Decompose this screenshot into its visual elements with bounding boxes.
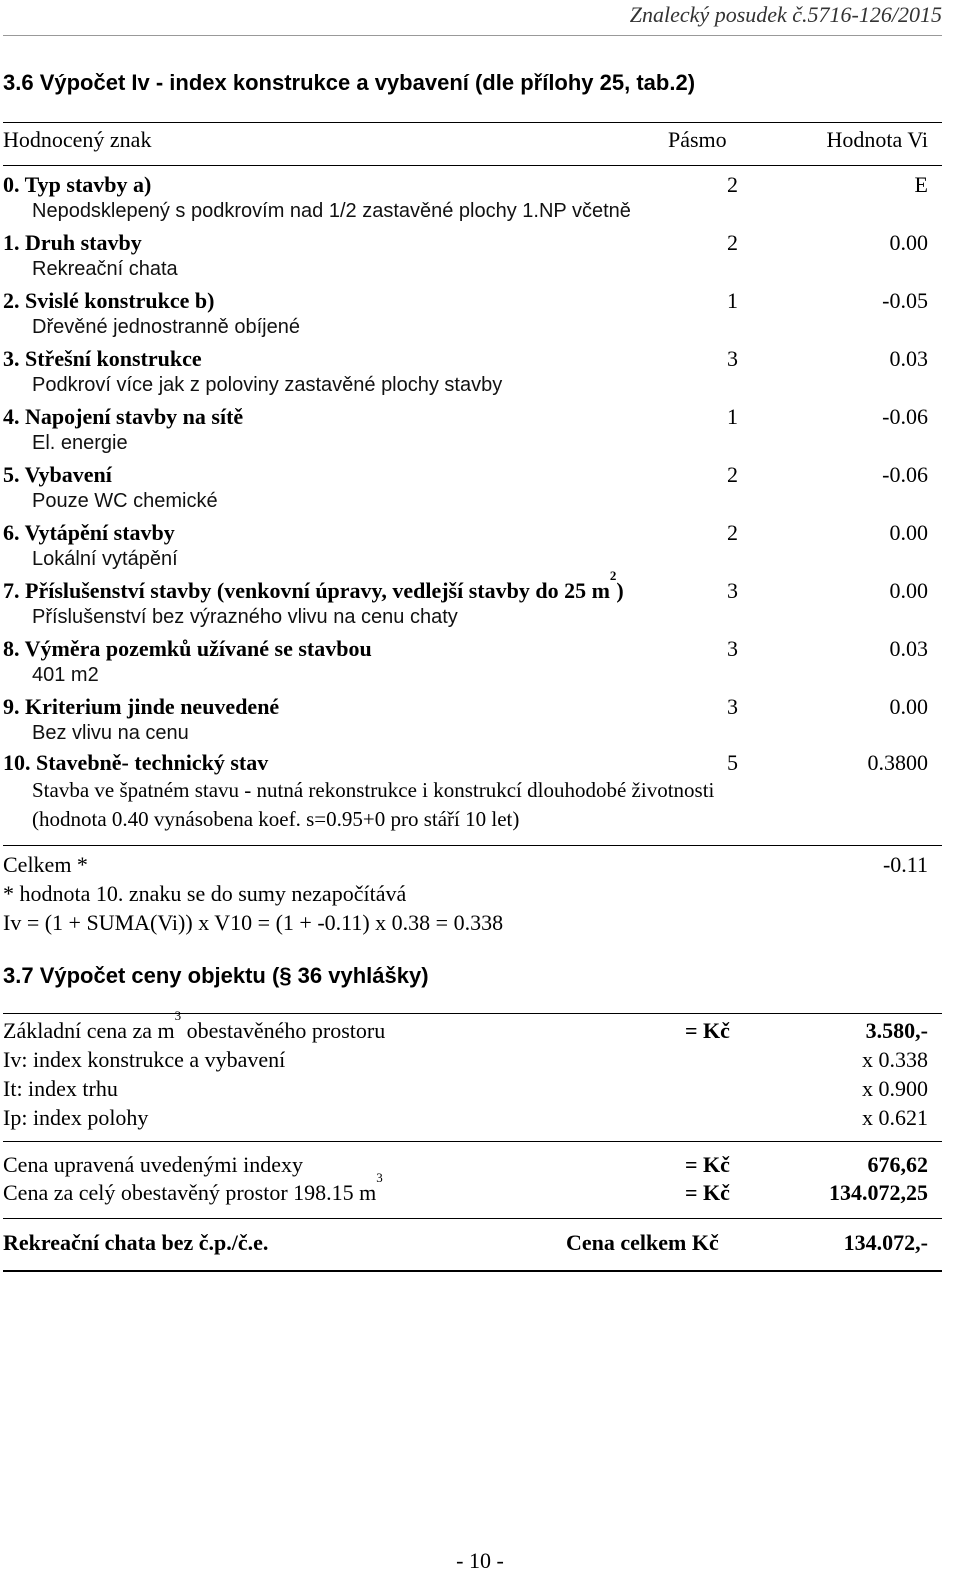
criterion-name xyxy=(3,172,151,198)
section-3-7-title-text: 3.7 Výpočet ceny objektu ( xyxy=(3,963,280,988)
criterion-band: 2 xyxy=(727,172,738,197)
index-label: Ip: index polohy xyxy=(3,1105,149,1130)
criterion-value: E xyxy=(914,172,928,197)
header-divider xyxy=(3,35,942,36)
column-header-znak: Hodnocený znak xyxy=(3,127,152,152)
index-value: x 0.900 xyxy=(862,1076,928,1101)
criterion-band: 2 xyxy=(727,462,738,487)
criterion-description: Pouze WC chemické xyxy=(32,490,218,512)
criterion-band: 3 xyxy=(727,694,738,719)
criterion-value: -0.06 xyxy=(882,462,928,487)
criterion-name xyxy=(3,230,142,256)
criterion-band: 1 xyxy=(727,288,738,313)
section-3-6-title: 3.6 Výpočet Iv - index konstrukce a vybavení (dle přílohy 25, tab.2) xyxy=(3,70,696,95)
criterion-value: -0.05 xyxy=(882,288,928,313)
criterion-name-text: 5. Vybavení xyxy=(3,462,112,487)
index-value: x 0.621 xyxy=(862,1105,928,1130)
criterion-band: 3 xyxy=(727,346,738,371)
criterion-band: 5 xyxy=(727,750,738,775)
column-header-pasmo: Pásmo xyxy=(668,127,727,152)
iv-formula: Iv = (1 + SUMA(Vi)) x V10 = (1 + -0.11) x 0.38 = 0.338 xyxy=(3,910,504,935)
criterion-name xyxy=(3,694,279,720)
criterion-name-text: 8. Výměra pozemků užívané se stavbou xyxy=(3,636,372,661)
page-number: - 10 - xyxy=(456,1548,504,1573)
whole-price-operator: = Kč xyxy=(685,1180,730,1205)
criterion-name-text: 4. Napojení stavby na sítě xyxy=(3,404,244,429)
criterion-value: 0.00 xyxy=(889,230,928,255)
criterion-value: 0.00 xyxy=(889,520,928,545)
base-price-label xyxy=(3,1008,386,1044)
doc-reference: Znalecký posudek č.5716-126/2015 xyxy=(629,2,942,27)
criterion-description: Nepodsklepený s podkrovím nad 1/2 zastavěné plochy 1.NP včetně xyxy=(32,200,631,222)
criterion-name xyxy=(3,288,214,314)
adjusted-price-operator: = Kč xyxy=(685,1152,730,1177)
final-bottom-rule xyxy=(3,1270,942,1272)
criterion-band: 2 xyxy=(727,520,738,545)
criterion-name-text: 2. Svislé konstrukce b) xyxy=(3,288,215,313)
criterion-name xyxy=(3,404,243,430)
adjusted-price-label: Cena upravená uvedenými indexy xyxy=(3,1152,303,1177)
base-price-value: 3.580,- xyxy=(865,1018,928,1043)
base-price-exponent: 3 xyxy=(174,1008,182,1023)
index-label: It: index trhu xyxy=(3,1076,118,1101)
criterion-name-text: 7. Příslušenství stavby (venkovní úpravy, vedlejší stavby do 25 m xyxy=(3,578,610,603)
criterion-band: 3 xyxy=(727,578,738,603)
criterion-value: 0.3800 xyxy=(867,750,928,775)
index-value: x 0.338 xyxy=(862,1047,928,1072)
criterion-name-text: 3. Střešní konstrukce xyxy=(3,346,202,371)
whole-price-exponent: 3 xyxy=(376,1170,383,1185)
criterion-description: 401 m2 xyxy=(32,664,99,686)
paragraph-symbol: § xyxy=(279,963,292,988)
criterion-value: 0.00 xyxy=(889,694,928,719)
criterion-band: 2 xyxy=(727,230,738,255)
calc-top-rule xyxy=(3,1013,942,1014)
criterion-description: Podkroví více jak z poloviny zastavěné plochy stavby xyxy=(32,374,503,396)
criterion-description-detail: (hodnota 0.40 vynásobena koef. s=0.95+0 pro stáří 10 let) xyxy=(32,807,520,831)
criterion-description: Dřevěné jednostranně obíjené xyxy=(32,316,300,338)
criterion-description: Příslušenství bez výrazného vlivu na cenu chaty xyxy=(32,606,458,628)
header-bottom-rule xyxy=(3,165,942,166)
criterion-name xyxy=(3,462,112,488)
criterion-name-text: 9. Kriterium jinde neuvedené xyxy=(3,694,280,719)
criterion-description: Bez vlivu na cenu xyxy=(32,722,189,744)
whole-price-value: 134.072,25 xyxy=(829,1180,928,1205)
adjusted-top-rule xyxy=(3,1141,942,1142)
criterion-value: 0.03 xyxy=(889,346,928,371)
adjusted-price-value: 676,62 xyxy=(867,1152,928,1177)
total-value: -0.11 xyxy=(882,852,928,877)
criterion-name-exponent: 2 xyxy=(609,568,617,583)
criterion-name xyxy=(3,346,202,372)
criterion-name-text: 1. Druh stavby xyxy=(3,230,142,255)
criterion-value: -0.06 xyxy=(882,404,928,429)
section-3-7-title-tail: 36 vyhlášky) xyxy=(291,963,429,988)
total-label: Celkem * xyxy=(3,852,88,877)
criterion-name xyxy=(3,636,372,662)
criterion-description: Rekreační chata xyxy=(32,258,178,280)
whole-price-label-text: Cena za celý obestavěný prostor 198.15 m xyxy=(3,1180,377,1205)
final-object-label: Rekreační chata bez č.p./č.e. xyxy=(3,1230,269,1255)
criterion-name-tail: ) xyxy=(616,578,624,603)
criterion-description: Stavba ve špatném stavu - nutná rekonstrukce i konstrukcí dlouhodobé životnosti xyxy=(32,778,715,802)
index-label: Iv: index konstrukce a vybavení xyxy=(3,1047,286,1072)
criterion-name xyxy=(3,750,268,776)
total-top-rule xyxy=(3,845,942,846)
criterion-description: El. energie xyxy=(32,432,128,454)
base-price-label-tail: obestavěného prostoru xyxy=(181,1018,386,1043)
base-price-label-text: Základní cena za m xyxy=(3,1018,175,1043)
criterion-band: 1 xyxy=(727,404,738,429)
criterion-name-text: 0. Typ stavby a) xyxy=(3,172,152,197)
criterion-name-text: 10. Stavebně- technický stav xyxy=(3,750,269,775)
whole-price-label xyxy=(3,1170,383,1206)
criterion-band: 3 xyxy=(727,636,738,661)
final-value: 134.072,- xyxy=(843,1230,928,1255)
base-price-operator: = Kč xyxy=(685,1018,730,1043)
final-operator: Cena celkem Kč xyxy=(566,1230,719,1255)
criterion-name xyxy=(3,568,624,604)
total-note: * hodnota 10. znaku se do sumy nezapočítává xyxy=(3,881,407,906)
table-top-rule xyxy=(3,122,942,123)
criterion-value: 0.00 xyxy=(889,578,928,603)
column-header-hodnota: Hodnota Vi xyxy=(826,127,928,152)
criterion-description: Lokální vytápění xyxy=(32,548,178,570)
criterion-value: 0.03 xyxy=(889,636,928,661)
final-top-rule xyxy=(3,1218,942,1219)
criterion-name xyxy=(3,520,175,546)
criterion-name-text: 6. Vytápění stavby xyxy=(3,520,175,545)
section-3-7-title xyxy=(3,963,429,989)
